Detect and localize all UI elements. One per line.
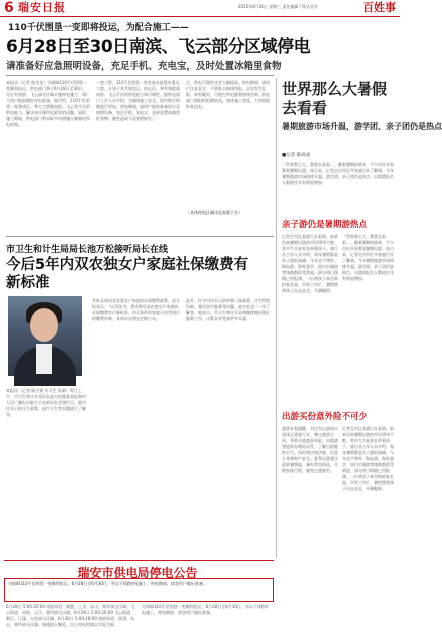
lead-body-col2: 一变工程，110千伏围垦一变变电站是我市重点工程，计划于本月底投运。投运后，将有效提高南滨、飞云片区的供电能力和可靠性。据供电部门工作人员介绍，为确保施工安全，需对相关线路进行停电。停电期间，请用户提前准备好应急照明设备，充足手机、充电宝，及时处置冰箱里的食物，避免造成不必要的损失。 bbox=[96, 80, 180, 121]
lead-headline: 6月28日至30日南滨、飞云部分区域停电 bbox=[6, 37, 311, 57]
lead-credit: （具体停电区域详见本版下方） bbox=[186, 210, 242, 215]
second-body-col3: 此外，针对市民关心的单独二孩政策、计生特别扶助、基层医疗服务等问题，池万松也一一作了解答。他表示，市卫生和计生局将继续做好便民服务工作，让群众享受到更多实惠。 bbox=[186, 298, 270, 321]
notice-intro: 为保障110千伏围垦一变顺利投运，6月28日至6月30日，对以下线路停电施工，停电期间，请各用户做好准备。 bbox=[8, 581, 207, 586]
photo-caption: 市卫计局局长池万松 bbox=[27, 378, 63, 383]
second-body-col1: 本报讯（记者 陈吉倩 实习生 朱婧）昨日上午，市卫生和计生局局长池万松做客本报和市人民广播电台联合主办的局长在线栏目，就市民关心的计生政策、医疗卫生等问题进行了解答。 bbox=[6, 388, 86, 417]
divider bbox=[4, 560, 274, 561]
notice-headline: 瑞安市供电局停电公告 bbox=[77, 566, 198, 580]
notice-body-col1: 6月28日 5:00-20:00 南滨街道：阁巷、上岙、东山、林垟部分区域；飞云街道：孙桥、云江、曹村部分区域。6月29日 5:00-20:00 飞云街道：新江、江溪、万松部分区域。6月30日 5:00-18:00 南滨街道：围垦、东山、林垟部分区域。如遇雨天顺延，以上停电时间以实际为准。 bbox=[6, 604, 135, 627]
portrait-photo bbox=[8, 296, 82, 376]
lead-kicker: 110千伏围垦一变即将投运，为配合施工—— bbox=[8, 23, 189, 33]
second-headline-line1: 今后5年内双农独女户家庭社保缴费有新标准 bbox=[6, 257, 249, 291]
page-number: 6 bbox=[4, 0, 14, 16]
divider bbox=[6, 75, 274, 76]
section-name: 百姓事 bbox=[363, 1, 396, 14]
side-headline: 世界那么大暑假去看看 bbox=[282, 80, 388, 117]
side-intro: 「世界那么大，我想去看看」。随着暑期的到来，不少市民开始筹划暑期出游。连日来，记者走访市区多家旅行社了解到，今年暑期旅游市场持续升温，游学团、亲子团仍是热点，出境游报名人数较往年有明显增加。 bbox=[282, 162, 394, 185]
paper-logo: 瑞安日报 bbox=[18, 1, 66, 14]
side-subhead: 暑期旅游市场升温，游学团、亲子团仍是热点 bbox=[282, 122, 442, 131]
second-kicker: 市卫生和计生局局长池万松接听局长在线 bbox=[6, 245, 169, 255]
second-body-col2: 有听众询问双农独女户家庭的社保缴费政策。池万松表示，今后5年内，我市将对双农独女户家庭的社保缴费实行新标准，符合条件的家庭可享受相应的缴费补助，具体办法将在近期公布。 bbox=[92, 298, 180, 321]
notice-body-col2: 为保障110千伏围垦一变顺利投运，6月28日至6月30日，对以下线路停电施工，停电期间，请各用户做好准备。 bbox=[142, 604, 269, 615]
side-section1-body: 记者在市区某旅行社看到，前来咨询暑期出游的市民络绎不绝，其中大多是家长带着孩子。旅行社工作人员介绍，每年暑假都是亲子游的高峰，今年也不例外。海岛游、海外游学、国内名城游等线路都很受欢迎，部分热门线路已经报满。一位带孩子来咨询的家长说，平时工作忙，暑假想带孩子出去走走，开阔眼界。 bbox=[282, 234, 338, 293]
lead-body-col1: 本报讯（记者 陈龙龙）为保障110千伏围垦一变顺利投运，供电部门将于6月28日至30日，分区对南滨、飞云部分区域实施停电施工，请广大用户提前做好停电准备。据介绍，110千伏围垦一变建成后，将大大增强南滨、飞云等片区的供电能力，解决该区域用电紧张的问题。届时，施工期间，供电部门将采取多项措施尽量缩短停电时间。 bbox=[6, 80, 90, 127]
second-headline bbox=[6, 256, 256, 292]
side-section2-title: 出游买份意外险不可少 bbox=[282, 412, 368, 422]
side-byline: ■记者 陈成成 bbox=[282, 153, 311, 158]
side-section1-body-cont: 「世界那么大，我想去看看」。随着暑期的到来，不少市民开始筹划暑期出游。连日来，记者走访市区多家旅行社了解到，今年暑期旅游市场持续升温，游学团、亲子团仍是热点，出境游报名人数较往年有明显增加。 bbox=[342, 234, 394, 281]
notice-intro-box bbox=[4, 578, 274, 602]
lead-body-col3: 点，供电可靠性也会大幅提高。停电期间，请用户注意安全，不要私自接线用电，以免发生危险。如有疑问，可拨打供电服务热线咨询。供电部门将组织抢修队伍，加快施工进度，力争提前恢复送电。 bbox=[186, 80, 270, 109]
side-section2-body-cont: 记者在市区某旅行社看到，前来咨询暑期出游的市民络绎不绝，其中大多是家长带着孩子。旅行社工作人员介绍，每年暑假都是亲子游的高峰，今年也不例外。海岛游、海外游学、国内名城游等线路都很受欢迎，部分热门线路已经报满。一位带孩子来咨询的家长说，平时工作忙，暑假想带孩子出去走走，开阔眼界。 bbox=[342, 426, 394, 491]
side-section1-title: 亲子游仍是暑期游热点 bbox=[282, 220, 368, 230]
column-divider bbox=[276, 78, 277, 558]
lead-subhead: 请准备好应急照明设备，充足手机、充电宝，及时处置冰箱里食物 bbox=[6, 61, 282, 72]
masthead bbox=[0, 0, 400, 17]
dateline: 2015年6月24日 星期三 责任编辑 / 版式设计 bbox=[238, 4, 319, 9]
divider bbox=[6, 236, 274, 237]
side-section2-body: 旅游专家提醒，市民在出游前应选择正规旅行社，签订旅游合同，并购买旅游意外险。出境游要提前办理好证件，了解目的地的天气、风俗和法律法规，注意人身和财产安全。夏季出游要注意防暑降温，备好常用药品，合理安排行程，避免过度疲劳。 bbox=[282, 426, 338, 473]
